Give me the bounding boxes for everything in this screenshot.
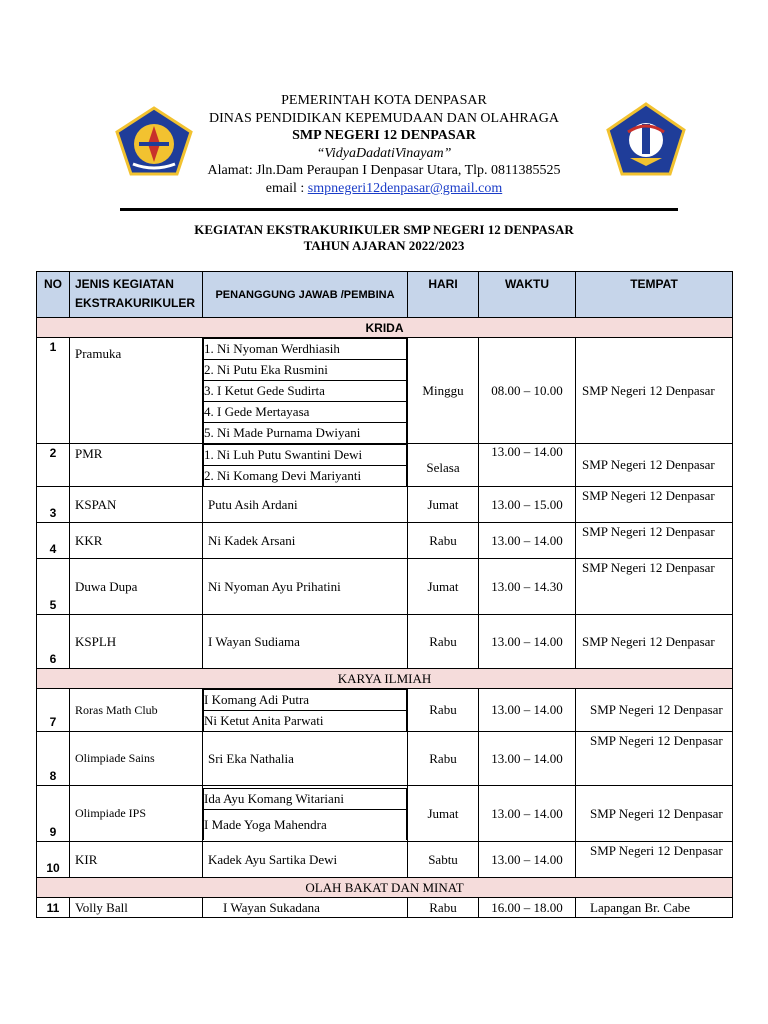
row-number: 8 <box>37 732 70 786</box>
schedule-table <box>36 271 733 918</box>
school-email <box>0 180 768 198</box>
supervisor-name: Ni Nyoman Ayu Prihatini <box>203 559 408 615</box>
email-label: email : <box>265 180 308 196</box>
supervisor-name: I Made Yoga Mahendra <box>204 809 407 840</box>
supervisor-name: 1. Ni Luh Putu Swantini Dewi <box>204 445 407 466</box>
place-cell: SMP Negeri 12 Denpasar <box>576 338 733 444</box>
row-number: 4 <box>37 523 70 559</box>
day-cell: Rabu <box>408 689 479 732</box>
time-cell: 13.00 – 14.00 <box>479 842 576 878</box>
supervisor-name: Putu Asih Ardani <box>203 487 408 523</box>
day-cell: Selasa <box>408 444 479 487</box>
activity-name: Pramuka <box>70 338 203 444</box>
section-row <box>37 669 733 689</box>
activity-name: Duwa Dupa <box>70 559 203 615</box>
time-cell: 16.00 – 18.00 <box>479 898 576 918</box>
day-cell: Minggu <box>408 338 479 444</box>
place-cell: SMP Negeri 12 Denpasar <box>576 444 733 487</box>
table-row <box>37 559 733 615</box>
col-header-pembina: PENANGGUNG JAWAB /PEMBINA <box>203 272 408 318</box>
document-subtitle: TAHUN AJARAN 2022/2023 <box>303 238 465 253</box>
activity-name: Volly Ball <box>70 898 203 918</box>
supervisor-name: 2. Ni Putu Eka Rusmini <box>204 360 407 381</box>
row-number: 1 <box>37 338 70 444</box>
activity-name: Olimpiade IPS <box>70 786 203 842</box>
document-title: KEGIATAN EKSTRAKURIKULER SMP NEGERI 12 DENPASAR <box>194 222 574 237</box>
supervisor-name: Kadek Ayu Sartika Dewi <box>203 842 408 878</box>
school-motto: “VidyaDadatiVinayam” <box>316 145 452 161</box>
time-cell: 13.00 – 14.30 <box>479 559 576 615</box>
time-cell: 13.00 – 14.00 <box>479 523 576 559</box>
supervisor-list <box>203 338 408 444</box>
day-cell: Rabu <box>408 615 479 669</box>
activity-name: Roras Math Club <box>70 689 203 732</box>
place-cell: SMP Negeri 12 Denpasar <box>576 615 733 669</box>
time-cell: 13.00 – 14.00 <box>479 444 576 487</box>
time-cell: 13.00 – 14.00 <box>479 615 576 669</box>
table-row <box>37 689 733 732</box>
row-number: 3 <box>37 487 70 523</box>
activity-name: PMR <box>70 444 203 487</box>
table-row <box>37 615 733 669</box>
place-cell: SMP Negeri 12 Denpasar <box>576 487 733 523</box>
row-number: 7 <box>37 689 70 732</box>
section-row <box>37 878 733 898</box>
activity-name: Olimpiade Sains <box>70 732 203 786</box>
letterhead <box>0 92 768 197</box>
place-cell: SMP Negeri 12 Denpasar <box>576 523 733 559</box>
supervisor-name: I Komang Adi Putra <box>204 690 407 711</box>
day-cell: Sabtu <box>408 842 479 878</box>
col-header-hari: HARI <box>408 272 479 318</box>
place-cell: SMP Negeri 12 Denpasar <box>576 689 733 732</box>
supervisor-list <box>203 786 408 842</box>
table-row <box>37 523 733 559</box>
row-number: 6 <box>37 615 70 669</box>
place-cell: SMP Negeri 12 Denpasar <box>576 732 733 786</box>
supervisor-name: 3. I Ketut Gede Sudirta <box>204 381 407 402</box>
supervisor-list <box>203 444 408 487</box>
day-cell: Rabu <box>408 898 479 918</box>
table-header-row <box>37 272 733 318</box>
col-header-no: NO <box>37 272 70 318</box>
row-number: 10 <box>37 842 70 878</box>
section-row <box>37 318 733 338</box>
supervisor-name: 4. I Gede Mertayasa <box>204 402 407 423</box>
col-header-jenis: JENIS KEGIATAN EKSTRAKURIKULER <box>70 272 203 318</box>
header-divider <box>120 208 678 211</box>
place-cell: Lapangan Br. Cabe <box>576 898 733 918</box>
table-row <box>37 732 733 786</box>
agency-name: DINAS PENDIDIKAN KEPEMUDAAN DAN OLAHRAGA <box>209 110 559 126</box>
table-row <box>37 444 733 487</box>
section-krida: KRIDA <box>37 318 733 338</box>
table-row <box>37 898 733 918</box>
section-karya-ilmiah: KARYA ILMIAH <box>37 669 733 689</box>
table-row <box>37 338 733 444</box>
activity-name: KSPAN <box>70 487 203 523</box>
row-number: 9 <box>37 786 70 842</box>
place-cell: SMP Negeri 12 Denpasar <box>576 559 733 615</box>
place-cell: SMP Negeri 12 Denpasar <box>576 786 733 842</box>
day-cell: Jumat <box>408 487 479 523</box>
col-header-waktu: WAKTU <box>479 272 576 318</box>
school-address: Alamat: Jln.Dam Peraupan I Denpasar Utara, Tlp. 0811385525 <box>207 163 561 178</box>
school-name: SMP NEGERI 12 DENPASAR <box>292 128 476 143</box>
supervisor-name: I Wayan Sukadana <box>203 898 408 918</box>
supervisor-name: 1. Ni Nyoman Werdhiasih <box>204 339 407 360</box>
time-cell: 13.00 – 14.00 <box>479 732 576 786</box>
supervisor-name: I Wayan Sudiama <box>203 615 408 669</box>
activity-name: KIR <box>70 842 203 878</box>
supervisor-name: Ida Ayu Komang Witariani <box>204 788 407 809</box>
day-cell: Jumat <box>408 559 479 615</box>
col-header-tempat: TEMPAT <box>576 272 733 318</box>
supervisor-name: Ni Kadek Arsani <box>203 523 408 559</box>
table-row <box>37 786 733 842</box>
place-cell: SMP Negeri 12 Denpasar <box>576 842 733 878</box>
section-olah-bakat: OLAH BAKAT DAN MINAT <box>37 878 733 898</box>
time-cell: 08.00 – 10.00 <box>479 338 576 444</box>
table-row <box>37 487 733 523</box>
row-number: 5 <box>37 559 70 615</box>
activity-name: KSPLH <box>70 615 203 669</box>
day-cell: Rabu <box>408 732 479 786</box>
supervisor-name: 2. Ni Komang Devi Mariyanti <box>204 466 407 487</box>
day-cell: Rabu <box>408 523 479 559</box>
day-cell: Jumat <box>408 786 479 842</box>
table-row <box>37 842 733 878</box>
time-cell: 13.00 – 14.00 <box>479 689 576 732</box>
supervisor-list <box>203 689 408 732</box>
time-cell: 13.00 – 14.00 <box>479 786 576 842</box>
row-number: 2 <box>37 444 70 487</box>
supervisor-name: Sri Eka Nathalia <box>203 732 408 786</box>
row-number: 11 <box>37 898 70 918</box>
supervisor-name: 5. Ni Made Purnama Dwiyani <box>204 423 407 444</box>
time-cell: 13.00 – 15.00 <box>479 487 576 523</box>
activity-name: KKR <box>70 523 203 559</box>
supervisor-name: Ni Ketut Anita Parwati <box>204 711 407 732</box>
government-name: PEMERINTAH KOTA DENPASAR <box>281 93 487 108</box>
email-link[interactable]: smpnegeri12denpasar@gmail.com <box>307 180 503 196</box>
